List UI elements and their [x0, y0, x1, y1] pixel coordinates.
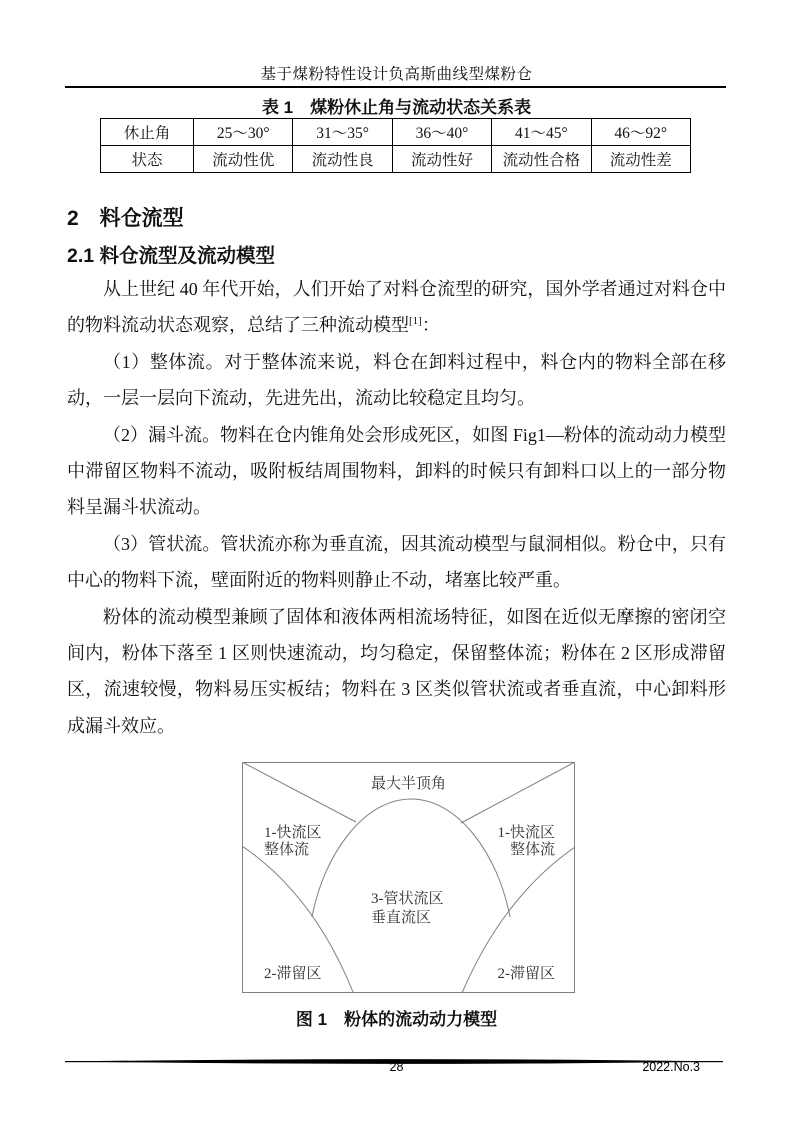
table-cell: 31～35°	[293, 119, 392, 146]
paragraph-intro-tail: ：	[421, 315, 440, 336]
table-cell: 25～30°	[194, 119, 293, 146]
page-number: 28	[389, 1060, 404, 1074]
label-left-stagnant-zone: 2-滞留区	[264, 966, 322, 982]
table-cell: 流动性差	[591, 146, 690, 173]
label-line: 垂直流区	[371, 910, 432, 926]
paragraph-flow-model: 粉体的流动模型兼顾了固体和液体两相流场特征，如图在近似无摩擦的密闭空间内，粉体下落至 1 区则快速流动，均匀稳定，保留整体流；粉体在 2 区形成滞留区，流速较慢，物料易压实板结；物料在 3 区类似管状流或者垂直流，中心卸料形成漏斗效应。	[67, 606, 726, 736]
label-line: 整体流	[509, 842, 555, 858]
table-cell: 状态	[101, 146, 194, 173]
label-max-half-apex-angle: 最大半顶角	[370, 776, 446, 792]
paragraph-intro	[67, 271, 726, 344]
header-rule	[65, 86, 726, 88]
label-line: 1-快流区	[264, 825, 322, 841]
label-right-fast-flow-zone	[498, 825, 556, 859]
paragraph-intro-text: 从上世纪 40 年代开始，人们开始了对料仓流型的研究，国外学者通过对料仓中的物料流动状态观察，总结了三种流动模型	[67, 279, 726, 336]
flow-model-diagram	[242, 762, 575, 993]
label-line: 3-管状流区	[371, 891, 444, 907]
table-cell: 46～92°	[591, 119, 690, 146]
footer-rule	[65, 1052, 723, 1059]
table-cell: 流动性良	[293, 146, 392, 173]
figure-border	[243, 763, 575, 993]
table-cell: 41～45°	[492, 119, 591, 146]
angle-flow-table	[100, 118, 691, 173]
table-cell: 流动性合格	[492, 146, 591, 173]
body-text	[67, 271, 726, 744]
table-cell: 休止角	[101, 119, 194, 146]
section-heading: 2 料仓流型	[67, 207, 184, 230]
issue-number: 2022.No.3	[642, 1060, 700, 1074]
figure-caption: 图 1 粉体的流动动力模型	[295, 1010, 498, 1029]
table-cell: 流动性优	[194, 146, 293, 173]
label-left-fast-flow-zone	[264, 825, 322, 859]
citation-ref: [1]	[409, 315, 422, 328]
table-cell: 36～40°	[392, 119, 491, 146]
paragraph-mass-flow: （1）整体流。对于整体流来说，料仓在卸料过程中，料仓内的物料全部在移动，一层一层向下流动，先进先出，流动比较稳定且均匀。	[67, 351, 726, 409]
table-row	[101, 146, 691, 173]
table-cell: 流动性好	[392, 146, 491, 173]
label-line: 1-快流区	[497, 825, 555, 841]
label-tubular-flow-zone	[371, 890, 444, 928]
paragraph-funnel-flow: （2）漏斗流。物料在仓内锥角处会形成死区，如图 Fig1—粉体的流动动力模型中滞留区物料不流动，吸附板结周围物料，卸料的时候只有卸料口以上的一部分物料呈漏斗状流动。	[67, 424, 726, 518]
subsection-heading: 2.1 料仓流型及流动模型	[67, 245, 276, 267]
label-right-stagnant-zone: 2-滞留区	[497, 966, 555, 982]
table-caption: 表 1 煤粉休止角与流动状态关系表	[261, 98, 532, 117]
table-row	[101, 119, 691, 146]
running-head-title: 基于煤粉特性设计负高斯曲线型煤粉仓	[260, 66, 533, 83]
figure-flow-model	[242, 762, 575, 993]
label-line: 整体流	[264, 842, 310, 858]
paragraph-tubular-flow: （3）管状流。管状流亦称为垂直流，因其流动模型与鼠洞相似。粉仓中，只有中心的物料下流，壁面附近的物料则静止不动，堵塞比较严重。	[67, 533, 726, 591]
